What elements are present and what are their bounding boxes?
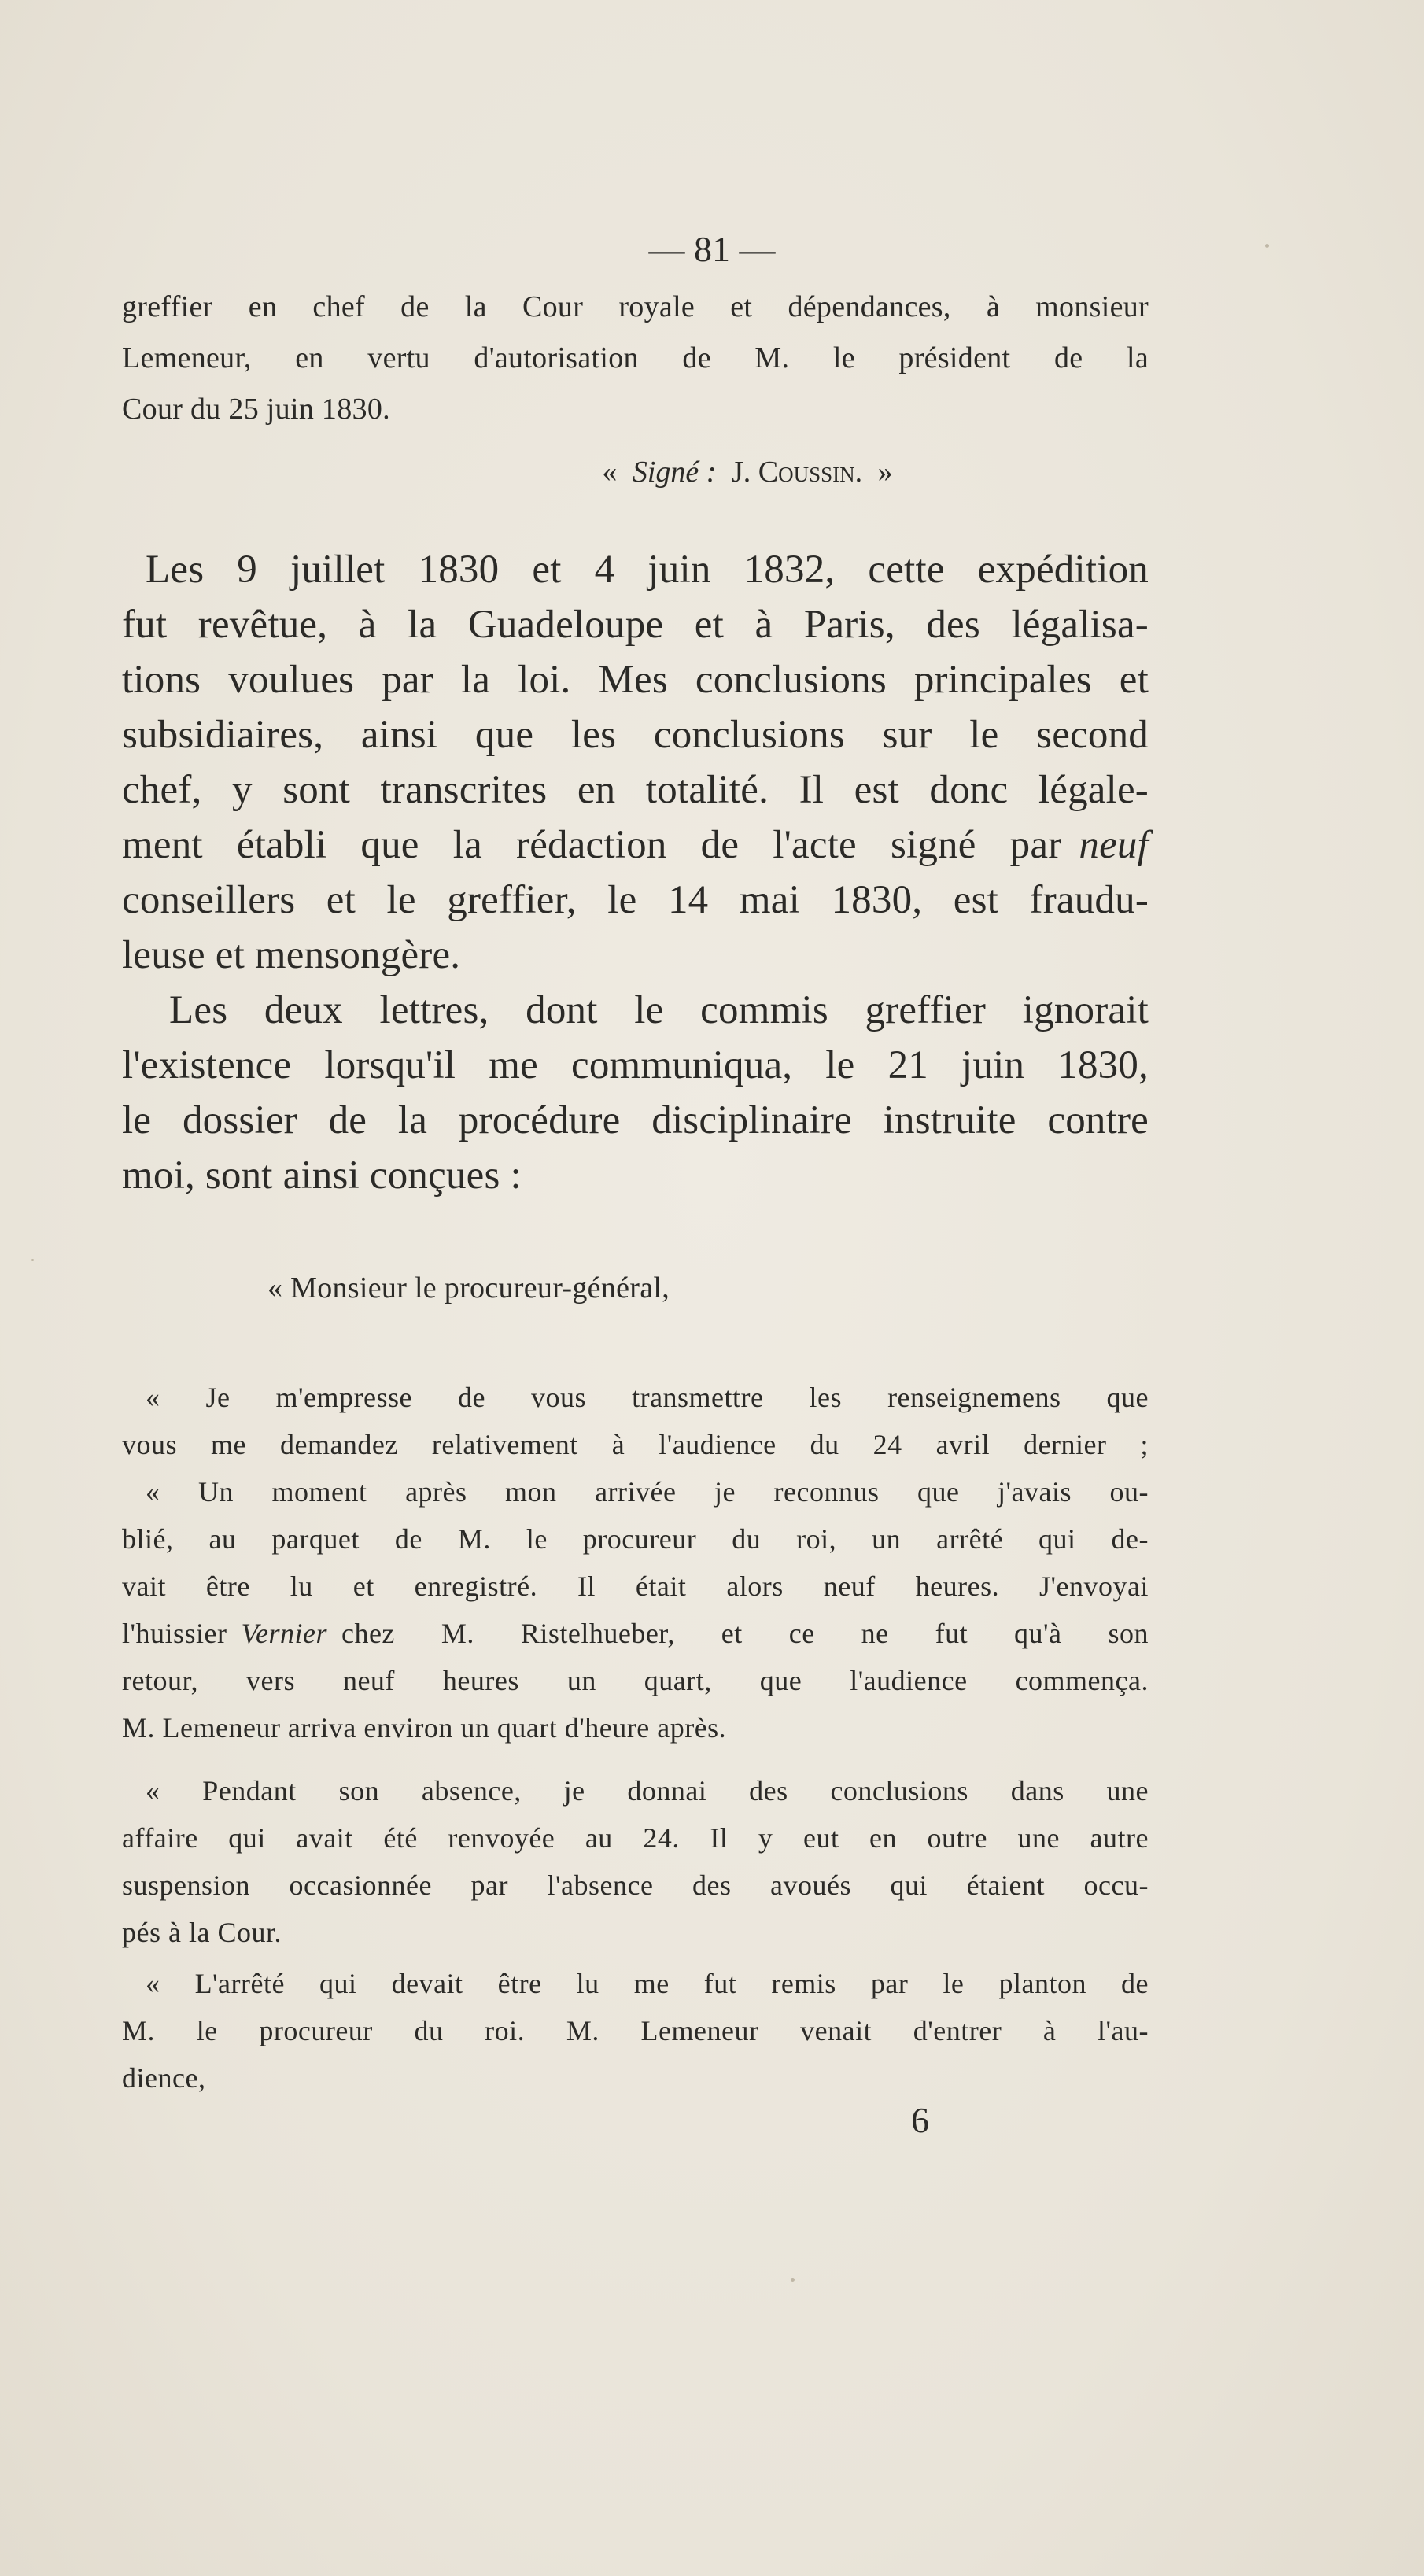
- continuation-line: Lemeneur, en vertu d'autorisation de M. le président de la: [122, 341, 1149, 375]
- signature-open-quote: «: [602, 456, 618, 489]
- letter-line-with-name: [122, 1617, 1149, 1650]
- paragraph-line: tions voulues par la loi. Mes conclusions principales et: [122, 658, 1149, 702]
- paragraph-line: moi, sont ainsi conçues :: [122, 1153, 522, 1198]
- page-number: — 81 —: [648, 229, 776, 269]
- signatory-name: J. Coussin.: [731, 456, 863, 489]
- paper-speck: [1265, 244, 1269, 248]
- paragraph-line-with-emphasis: [122, 822, 1149, 868]
- signed-label: Signé :: [632, 456, 717, 489]
- paragraph-line: le dossier de la procédure disciplinaire instruite contre: [122, 1098, 1149, 1142]
- letter-line: retour, vers neuf heures un quart, que l'audience commença.: [122, 1665, 1149, 1696]
- paragraph-line: subsidiaires, ainsi que les conclusions sur le second: [122, 713, 1149, 757]
- paragraph-line: Les deux lettres, dont le commis greffier ignorait: [169, 988, 1149, 1032]
- signature-close-quote: »: [877, 456, 893, 489]
- paragraph-line: fut revêtue, à la Guadeloupe et à Paris, des légalisa-: [122, 603, 1149, 647]
- emphasis-word: neuf: [1079, 823, 1149, 867]
- letter-line: affaire qui avait été renvoyée au 24. Il y eut en outre une autre: [122, 1822, 1149, 1854]
- continuation-line: Cour du 25 juin 1830.: [122, 393, 390, 426]
- letter-salutation: « Monsieur le procureur-général,: [267, 1271, 670, 1305]
- signature-line: [0, 455, 1424, 489]
- letter-line: « L'arrêté qui devait être lu me fut remis par le planton de: [146, 1968, 1149, 1999]
- paragraph-line: leuse et mensongère.: [122, 933, 461, 977]
- letter-line: suspension occasionnée par l'absence des avoués qui étaient occu-: [122, 1869, 1149, 1901]
- usher-name: Vernier: [241, 1618, 327, 1649]
- paragraph-line: ment établi que la rédaction de l'acte signé par: [122, 823, 1062, 867]
- paragraph-line: conseillers et le greffier, le 14 mai 1830, est fraudu-: [122, 878, 1149, 922]
- letter-line: vait être lu et enregistré. Il était alors neuf heures. J'envoyai: [122, 1570, 1149, 1602]
- paper-speck: [31, 1259, 34, 1261]
- letter-line: blié, au parquet de M. le procureur du roi, un arrêté qui de-: [122, 1523, 1149, 1555]
- signature-mark: 6: [911, 2100, 929, 2140]
- letter-line: chez M. Ristelhueber, et ce ne fut qu'à son: [341, 1618, 1149, 1649]
- letter-line: « Pendant son absence, je donnai des conclusions dans une: [146, 1775, 1149, 1807]
- letter-line: dience,: [122, 2062, 206, 2094]
- paragraph-line: chef, y sont transcrites en totalité. Il est donc légale-: [122, 768, 1149, 812]
- letter-line: pés à la Cour.: [122, 1917, 282, 1948]
- letter-line: « Un moment après mon arrivée je reconnus que j'avais ou-: [146, 1476, 1149, 1508]
- continuation-line: greffier en chef de la Cour royale et dépendances, à monsieur: [122, 290, 1149, 323]
- paragraph-line: Les 9 juillet 1830 et 4 juin 1832, cette expédition: [146, 548, 1149, 592]
- paragraph-line: l'existence lorsqu'il me communiqua, le 21 juin 1830,: [122, 1043, 1149, 1087]
- letter-line: M. le procureur du roi. M. Lemeneur venait d'entrer à l'au-: [122, 2015, 1149, 2046]
- letter-line: l'huissier: [122, 1618, 227, 1649]
- letter-line: M. Lemeneur arriva environ un quart d'heure après.: [122, 1712, 727, 1744]
- letter-line: « Je m'empresse de vous transmettre les renseignemens que: [146, 1382, 1149, 1413]
- letter-line: vous me demandez relativement à l'audience du 24 avril dernier ;: [122, 1429, 1149, 1460]
- paper-speck: [791, 2278, 795, 2282]
